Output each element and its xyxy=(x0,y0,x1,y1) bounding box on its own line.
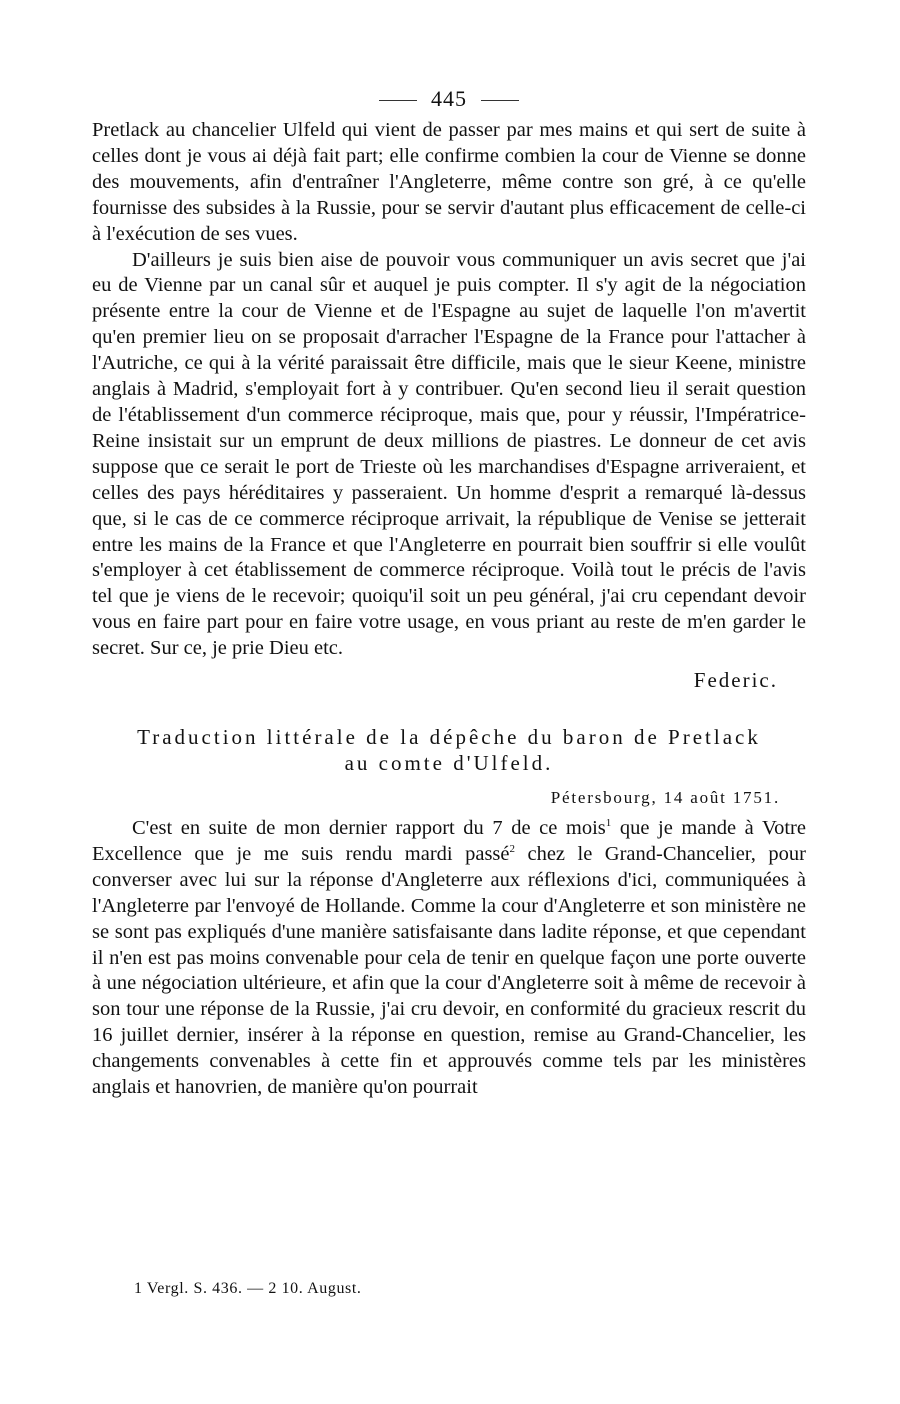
section-heading-line-1: Traduction littérale de la dépêche du baron de Pretlack xyxy=(137,725,761,750)
header-dash-left xyxy=(379,100,417,101)
header-dash-right xyxy=(481,100,519,101)
dispatch-text-part-1: C'est en suite de mon dernier rapport du 7 de ce mois xyxy=(132,817,606,840)
dispatch-paragraph xyxy=(92,816,806,1101)
signature: Federic. xyxy=(693,668,778,693)
page xyxy=(92,84,806,1101)
page-number: 445 xyxy=(431,86,467,111)
letter-paragraph-1: Pretlack au chancelier Ulfeld qui vient de passer par mes mains et qui sert de suite à celles dont je vous ai déjà fait part; elle confirme combien la cour de Vienne se donne des mouvements, afin d'entraîner l'Angleterre, même contre son gré, à ce qu'elle fournisse des subsides à la Russie, pour se servir d'autant plus efficacement de celle-ci à l'exécution de ses vues. xyxy=(92,119,806,245)
dispatch-text-part-3: chez le Grand-Chancelier, pour converser avec lui sur la réponse d'Angleterre aux réflexions d'ici, communiquées à l'Angleterre par l'envoyé de Hollande. Comme la cour d'Angleterre et son ministère ne se sont pas expliqués d'une manière satisfaisante dans ladite réponse, et que cependant il n'en est pas moins convenable pour cela de tenir en quelque façon une porte ouverte à une négociation ultérieure, et afin que la cour d'Angleterre soit à même de recevoir à son tour une réponse de la Russie, j'ai cru devoir, en conformité du gracieux rescrit du 16 juillet dernier, insérer à la réponse en question, remise au Grand-Chancelier, les changements convenables à cette fin et approuvés comme tels par les ministères anglais et hanovrien, de manière qu'on pourrait xyxy=(92,842,806,1099)
letter-paragraph-2: D'ailleurs je suis bien aise de pouvoir vous communiquer un avis secret que j'ai eu de Vienne par un canal sûr et auquel je puis compter. Il s'y agit de la négociation présente entre la cour de Vienne et de l'Espagne au sujet de laquelle l'on m'avertit qu'en premier lieu on se proposait d'arracher l'Espagne de la France pour l'attacher à l'Autriche, ce qui à la vérité paraissait être difficile, mais que le sieur Keene, ministre anglais à Madrid, s'employait fort à y contribuer. Qu'en second lieu il serait question de l'établissement d'un commerce réciproque, mais que, pour y réussir, l'Impératrice-Reine insistait sur un emprunt de deux millions de piastres. Le donneur de cet avis suppose que ce serait le port de Trieste où les marchandises d'Espagne arriveraient, et celles des pays héréditaires y passeraient. Un homme d'esprit a remarqué là-dessus que, si le cas de ce commerce réciproque arrivait, la république de Venise se jetterait entre les mains de la France et que l'Angleterre en pourrait bien souffrir si elle voulût s'employer à cet établissement de commerce réciproque. Voilà tout le précis de l'avis tel que je viens de le recevoir; quoiqu'il soit un peu général, j'ai cru cependant devoir vous en faire part pour en faire votre usage, en vous priant au reste de m'en garder le secret. Sur ce, je prie Dieu etc. xyxy=(92,248,806,660)
page-header xyxy=(92,84,806,118)
section-heading-line-2: au comte d'Ulfeld. xyxy=(344,751,554,776)
footnotes: 1 Vergl. S. 436. — 2 10. August. xyxy=(134,1280,362,1297)
dispatch-text-part-2: que je mande à Votre Excellence que je me suis rendu mardi passé xyxy=(92,817,806,865)
footnote-ref-2: 2 xyxy=(509,842,515,855)
section-heading xyxy=(92,724,806,776)
footnote-ref-1: 1 xyxy=(605,817,612,830)
dateline: Pétersbourg, 14 août 1751. xyxy=(550,788,780,808)
